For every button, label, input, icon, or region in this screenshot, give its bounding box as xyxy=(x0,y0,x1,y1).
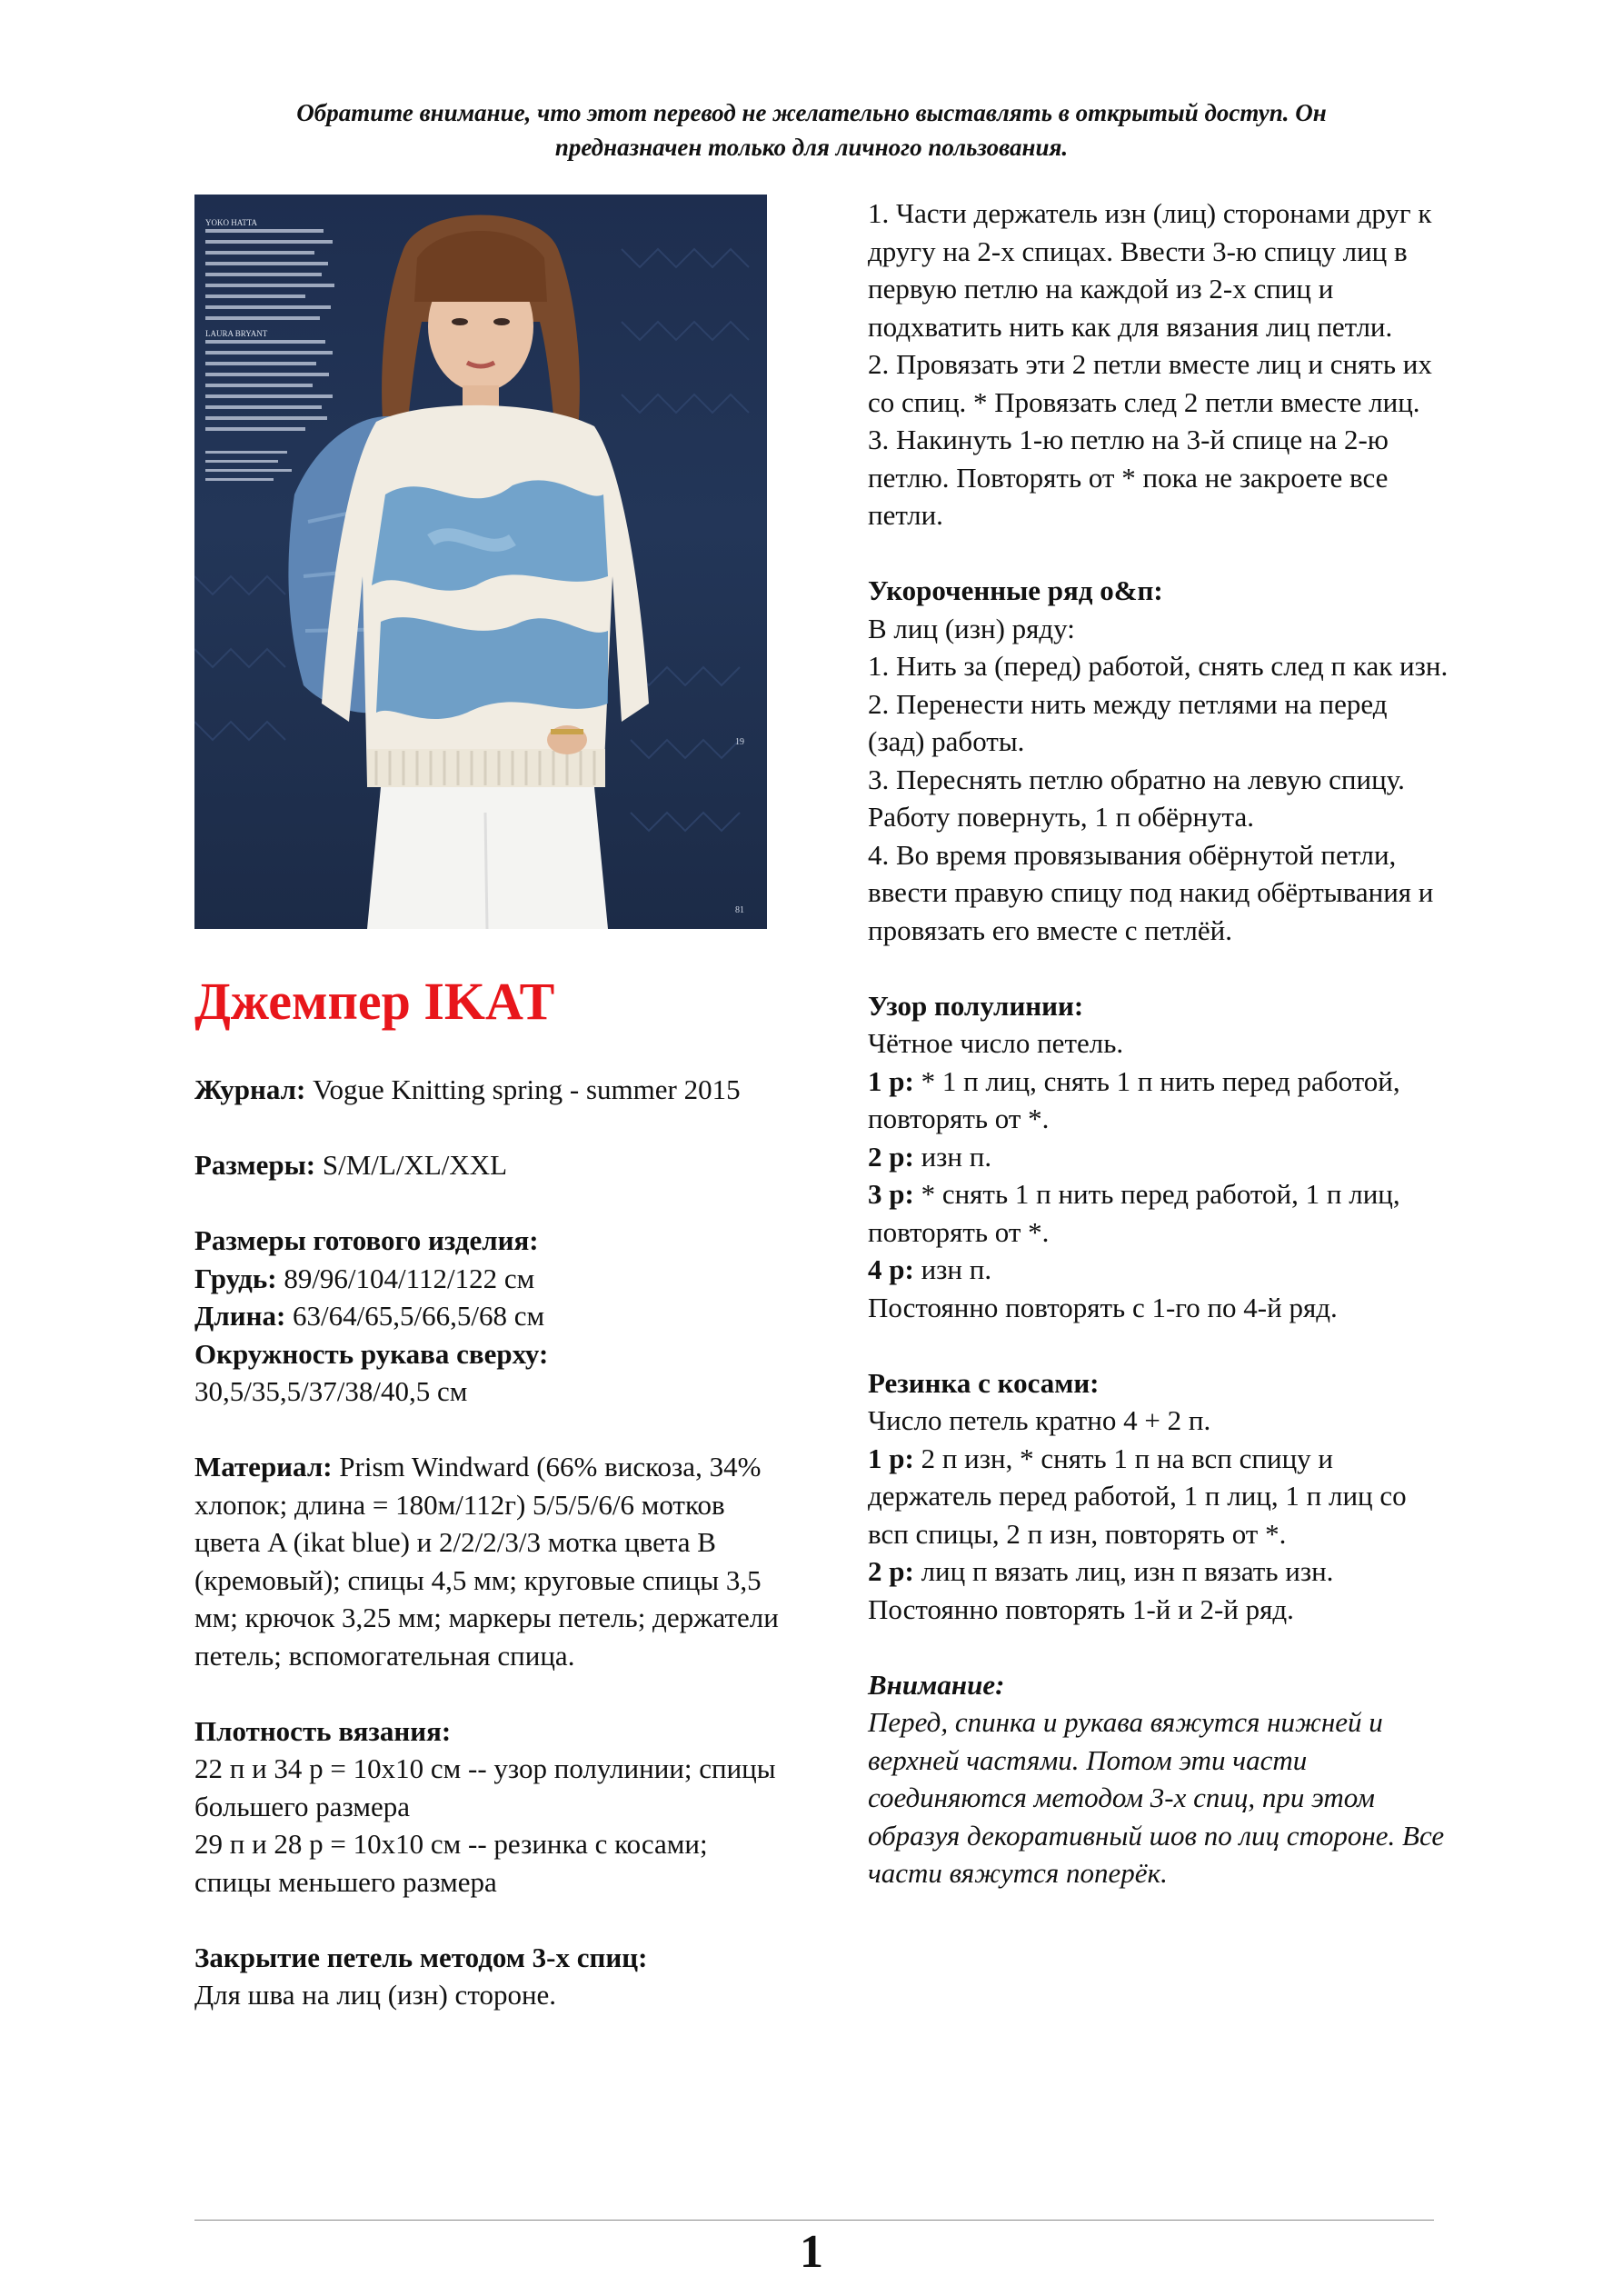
chest-line xyxy=(194,1260,785,1298)
chest-label: Грудь: xyxy=(194,1262,277,1294)
sleeve-value: 30,5/35,5/37/38/40,5 см xyxy=(194,1375,468,1407)
sizes-label: Размеры: xyxy=(194,1149,316,1181)
gauge-line-1: 22 п и 34 р = 10х10 см -- узор полулинии; спицы большего размера xyxy=(194,1752,776,1822)
pattern-row-4: 4 р: изн п. xyxy=(868,1253,992,1285)
material-label: Материал: xyxy=(194,1451,333,1482)
pattern-repeat: Постоянно повторять с 1-го по 4-й ряд. xyxy=(868,1291,1338,1323)
note-heading: Внимание: xyxy=(868,1668,1005,1701)
copyright-notice xyxy=(218,95,1405,165)
short-rows-step-4: 4. Во время провязывания обёрнутой петли, ввести правую спицу под накид обёртывания и провязать его вместе с петлёй. xyxy=(868,838,1434,946)
rib-row-2: 2 р: лиц п вязать лиц, изн п вязать изн. xyxy=(868,1555,1334,1587)
notice-line-1: Обратите внимание, что этот перевод не желательно выставлять в открытый доступ. Он xyxy=(296,99,1327,126)
left-column xyxy=(194,965,785,2014)
rib-intro: Число петель кратно 4 + 2 п. xyxy=(868,1404,1211,1436)
magazine-line xyxy=(194,1071,785,1109)
length-label: Длина: xyxy=(194,1300,286,1332)
short-rows-step-3: 3. Переснять петлю обратно на левую спицу. Работу повернуть, 1 п обёрнута. xyxy=(868,763,1405,833)
pattern-intro: Чётное число петель. xyxy=(868,1027,1124,1059)
material-paragraph xyxy=(194,1448,785,1674)
pattern-row-2: 2 р: изн п. xyxy=(868,1140,992,1173)
note-text: Перед, спинка и рукава вяжутся нижней и верхней частями. Потом эти части соединяются методом 3-х спиц, при этом образуя декоративный шов по лиц стороне. Все части вяжутся поперёк. xyxy=(868,1706,1445,1889)
chest-value: 89/96/104/112/122 см xyxy=(284,1262,535,1294)
sweater-illustration xyxy=(194,195,767,929)
short-rows-step-1: 1. Нить за (перед) работой, снять след п как изн. xyxy=(868,650,1449,682)
photo-page-mark-1: 19 xyxy=(735,737,744,747)
bindoff-heading: Закрытие петель методом 3-х спиц: xyxy=(194,1941,648,1973)
material-value: Prism Windward (66% вискоза, 34% хлопок; длина = 180м/112г) 5/5/5/6/6 мотков цвета A (ikat blue) и 2/2/2/3/3 мотка цвета B (кремовый); спицы 4,5 мм; круговые спицы 3,5 мм; крючок 3,25 мм; маркеры петель; держатели петель; вспомогательная спица. xyxy=(194,1451,779,1672)
right-column xyxy=(868,195,1449,1892)
photo-page-mark-2: 81 xyxy=(735,905,744,915)
pattern-row-3: 3 р: * снять 1 п нить перед работой, 1 п лиц, повторять от *. xyxy=(868,1178,1400,1248)
page-title: Джемпер IKAT xyxy=(194,972,555,1031)
pattern-row-1: 1 р: * 1 п лиц, снять 1 п нить перед работой, повторять от *. xyxy=(868,1064,1400,1134)
notice-line-2: предназначен только для личного пользования. xyxy=(554,134,1069,161)
short-rows-step-2: 2. Перенести нить между петлями на перед (зад) работы. xyxy=(868,687,1388,757)
magazine-value: Vogue Knitting spring - summer 2015 xyxy=(313,1073,741,1105)
model-photo xyxy=(194,195,767,929)
gauge-heading: Плотность вязания: xyxy=(194,1714,452,1747)
rib-row-1: 1 р: 2 п изн, * снять 1 п на всп спицу и держатель перед работой, 1 п лиц, 1 п лиц со всп спицы, 2 п изн, повторять от *. xyxy=(868,1442,1407,1550)
magazine-label: Журнал: xyxy=(194,1073,306,1105)
sizes-line xyxy=(194,1146,785,1184)
short-rows-heading: Укороченные ряд о&п: xyxy=(868,574,1163,606)
photo-caption-2: LAURA BRYANT xyxy=(205,329,268,338)
photo-caption-1: YOKO HATTA xyxy=(205,218,258,227)
rib-repeat: Постоянно повторять 1-й и 2-й ряд. xyxy=(868,1592,1294,1625)
bindoff-intro: Для шва на лиц (изн) стороне. xyxy=(194,1979,557,2011)
rib-heading: Резинка с косами: xyxy=(868,1366,1100,1399)
sleeve-label: Окружность рукава сверху: xyxy=(194,1337,549,1370)
footer-divider xyxy=(194,2220,1434,2221)
bindoff-step-2: 2. Провязать эти 2 петли вместе лиц и снять их со спиц. * Провязать след 2 петли вместе лиц. xyxy=(868,348,1432,418)
sizes-value: S/M/L/XL/XXL xyxy=(322,1149,508,1181)
bindoff-step-3: 3. Накинуть 1-ю петлю на 3-й спице на 2-ю петлю. Повторять от * пока не закроете все петли. xyxy=(868,424,1389,531)
gauge-line-2: 29 п и 28 р = 10х10 см -- резинка с косами; спицы меньшего размера xyxy=(194,1828,708,1898)
short-rows-intro: В лиц (изн) ряду: xyxy=(868,612,1075,644)
page-number: 1 xyxy=(800,2226,823,2278)
length-line xyxy=(194,1297,785,1335)
pattern-heading: Узор полулинии: xyxy=(868,989,1084,1022)
length-value: 63/64/65,5/66,5/68 см xyxy=(293,1300,545,1332)
finished-heading: Размеры готового изделия: xyxy=(194,1224,539,1256)
bindoff-step-1: 1. Части держатель изн (лиц) сторонами друг к другу на 2-х спицах. Ввести 3-ю спицу лиц в первую петлю на каждой из 2-х спиц и подхватить нить как для вязания лиц петли. xyxy=(868,197,1432,343)
